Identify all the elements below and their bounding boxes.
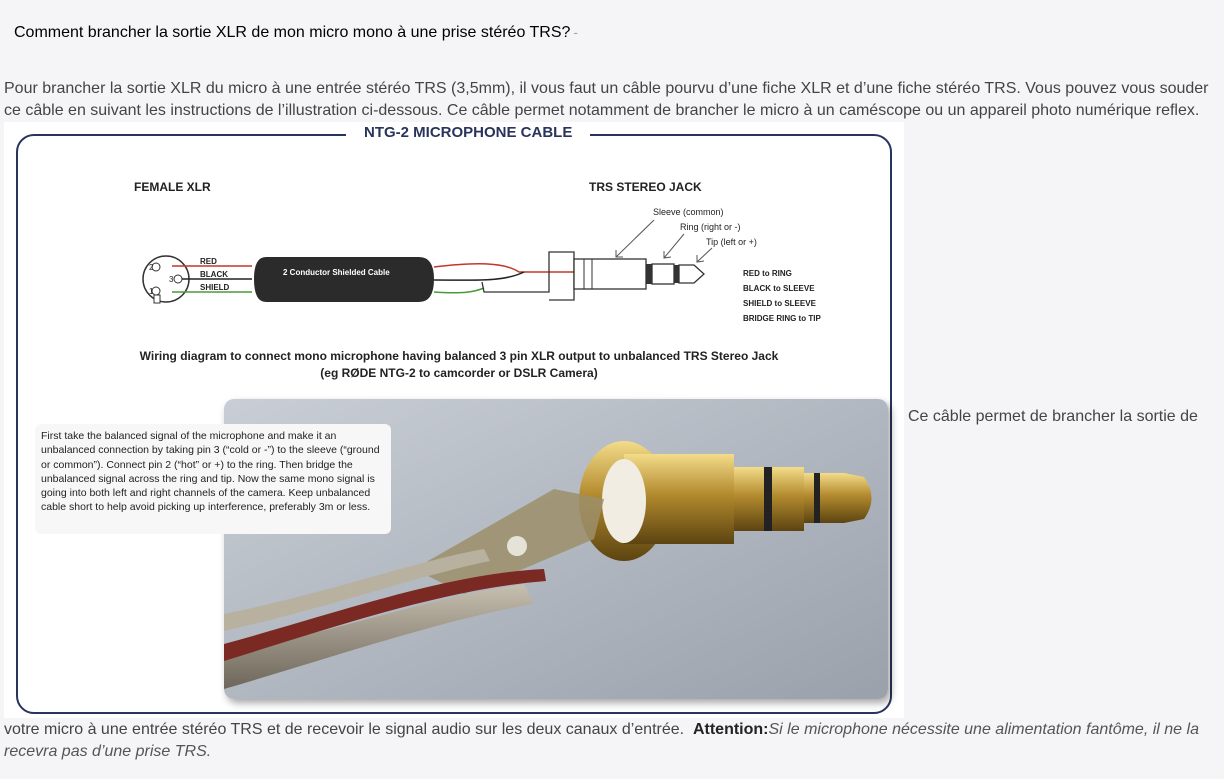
wiring-figure [4,122,904,718]
xlr-pin-3-label: 3 [169,275,174,284]
caption-line-2: (eg RØDE NTG-2 to camcorder or DSLR Camera) [320,366,598,380]
trs-jack-label: TRS STEREO JACK [589,180,702,194]
attention-label: Attention: [692,721,769,738]
title-dash: - [573,24,579,40]
tip-label: Tip (left or +) [706,237,757,247]
sleeve-pointer [616,220,654,257]
jack-black-wire [434,272,524,280]
trs-sleeve [574,259,646,289]
sleeve-label: Sleeve (common) [653,207,724,217]
trs-insulator-2 [674,265,679,283]
figure-title: NTG-2 MICROPHONE CABLE [346,124,590,141]
trs-insulator-1 [646,264,652,284]
shielded-cable [254,257,434,302]
tip-pointer [697,248,712,262]
cable-label: 2 Conductor Shielded Cable [283,268,390,277]
legend-item: BRIDGE RING to TIP [743,314,821,323]
trs-tip [679,265,704,283]
xlr-pin-3 [174,275,182,283]
instruction-note: First take the balanced signal of the microphone and make it an unbalanced connection by taking pin 3 (“cold or -”) to the sleeve (“ground or common”). Connect pin 2 (“hot” or +) to the ring. Then bridge the unbalanced signal across the ring and tip. Now the same mono signal is going into both left and right channels of the camera. Keep unbalanced cable short to help avoid picking up interference, preferably 3m or less. [35,424,391,534]
wiring-legend [743,266,821,326]
legend-item: BLACK to SLEEVE [743,284,815,293]
wire-black-label: BLACK [200,270,228,279]
question-title-text: Comment brancher la sortie XLR de mon micro mono à une prise stéréo TRS? [14,24,571,41]
xlr-key [154,295,160,303]
wire-shield-label: SHIELD [200,283,230,292]
bottom-text: votre micro à une entrée stéréo TRS et de recevoir le signal audio sur les deux canaux d’entrée. [4,721,685,738]
wire-red-label: RED [200,257,217,266]
legend-item: SHIELD to SLEEVE [743,299,816,308]
caption-line-1: Wiring diagram to connect mono microphone having balanced 3 pin XLR output to unbalanced TRS Stereo Jack [139,349,779,363]
legend-item: RED to RING [743,269,792,278]
ring-pointer [664,234,684,258]
figure-caption [134,348,784,382]
trs-plug-icon [482,252,574,300]
trs-ring [652,264,674,284]
xlr-pin-1-label: 1 [149,287,154,296]
question-title [14,24,578,42]
attention-text: Si le microphone nécessite une alimentation fantôme, il ne la recevra pas d’une prise TRS. [4,721,1199,760]
intro-paragraph: Pour brancher la sortie XLR du micro à une entrée stéréo TRS (3,5mm), il vous faut un câble pourvu d’une fiche XLR et d’une fiche stéréo TRS. Vous pouvez vous souder ce câble en suivant les instructions de l’illustration ci-dessous. Ce câble permet notamment de brancher le micro à un caméscope ou un appareil photo numérique reflex. [4,80,1209,119]
jack-shield-wire [434,288,484,293]
xlr-pin-2-label: 2 [149,263,154,272]
jack-red-wire [434,264,574,272]
bottom-paragraph [4,719,1220,763]
side-paragraph: Ce câble permet de brancher la sortie de [908,408,1198,425]
ring-label: Ring (right or -) [680,222,741,232]
female-xlr-label: FEMALE XLR [134,180,211,194]
